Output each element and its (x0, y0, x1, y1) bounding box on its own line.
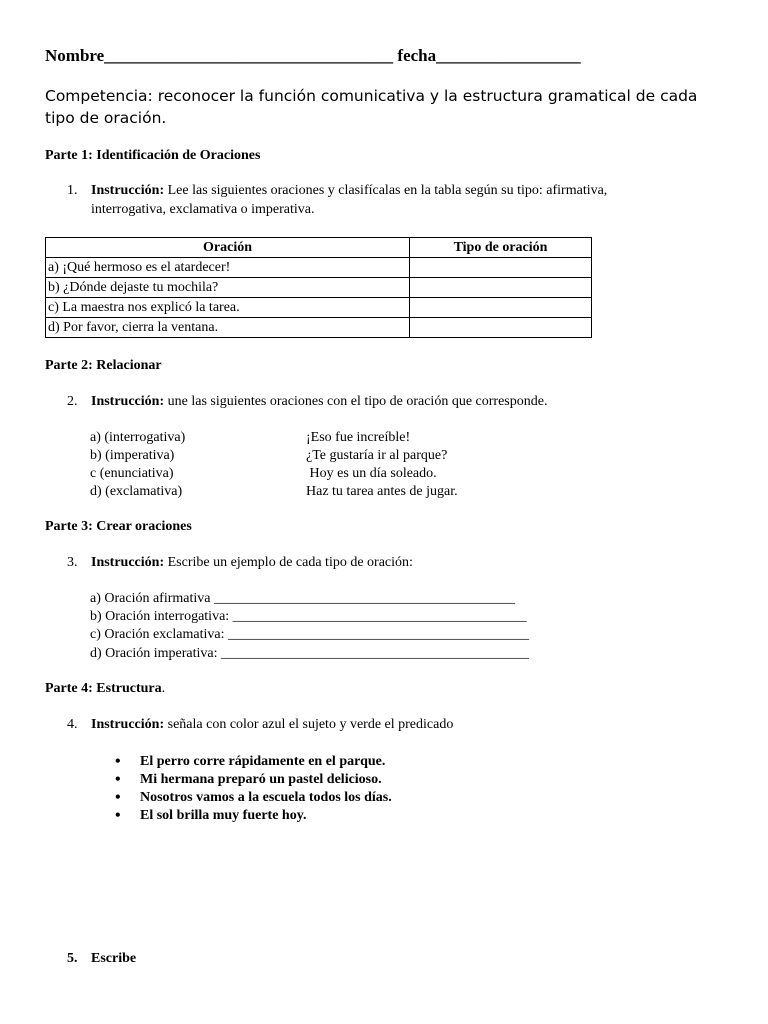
item-number: 5. (67, 951, 78, 966)
instruction-label: Instrucción: (91, 555, 165, 570)
header-tipo: Tipo de oración (410, 238, 592, 258)
item-number: 3. (67, 555, 78, 570)
match-left-3: c (enunciativa) (90, 466, 174, 481)
sentence-cell: d) Por favor, cierra la ventana. (46, 318, 410, 338)
parte2-title: Parte 2: Relacionar (45, 358, 162, 373)
instruction-text: une las siguientes oraciones con el tipo de oración que corresponde. (167, 394, 548, 409)
parte3-instruction (67, 555, 413, 571)
instruction-text: Escribe un ejemplo de cada tipo de oración: (167, 555, 413, 570)
instruction-label: Instrucción: (91, 183, 165, 198)
table-row (46, 258, 592, 278)
classification-table (45, 237, 592, 338)
parte1-instruction-cont: interrogativa, exclamativa o imperativa. (91, 202, 315, 217)
write-line-interrogativa[interactable]: b) Oración interrogativa: __________________________________________ (90, 609, 527, 624)
write-line-afirmativa[interactable]: a) Oración afirmativa ___________________________________________ (90, 591, 515, 606)
parte5-item (67, 951, 136, 967)
table-header-row (46, 238, 592, 258)
list-item: • El sol brilla muy fuerte hoy. (115, 807, 392, 825)
item-number: 2. (67, 394, 78, 409)
type-answer-cell[interactable] (410, 278, 592, 298)
sentence-cell: c) La maestra nos explicó la tarea. (46, 298, 410, 318)
name-date-line: Nombre__________________________________ fecha_________________ (45, 46, 581, 65)
list-item: • Mi hermana preparó un pastel delicioso. (115, 771, 392, 789)
match-right-3: Hoy es un día soleado. (306, 466, 437, 481)
list-item: • Nosotros vamos a la escuela todos los días. (115, 789, 392, 807)
type-answer-cell[interactable] (410, 318, 592, 338)
parte4-instruction (67, 717, 453, 733)
type-answer-cell[interactable] (410, 298, 592, 318)
parte1-title: Parte 1: Identificación de Oraciones (45, 148, 261, 163)
match-right-1: ¡Eso fue increíble! (306, 430, 411, 445)
item-number: 1. (67, 183, 78, 198)
instruction-label: Instrucción: (91, 717, 165, 732)
parte4-title-dot: . (161, 681, 166, 696)
parte1-instruction (67, 183, 607, 199)
item-number: 4. (67, 717, 78, 732)
match-left-4: d) (exclamativa) (90, 484, 183, 499)
table-row (46, 318, 592, 338)
match-right-4: Haz tu tarea antes de jugar. (306, 484, 458, 499)
instruction-label: Instrucción: (91, 394, 165, 409)
write-line-exclamativa[interactable]: c) Oración exclamativa: ___________________________________________ (90, 627, 529, 642)
match-left-2: b) (imperativa) (90, 448, 175, 463)
escribe-label: Escribe (91, 951, 137, 966)
match-left-1: a) (interrogativa) (90, 430, 186, 445)
sentence-cell: a) ¡Qué hermoso es el atardecer! (46, 258, 410, 278)
sentence-cell: b) ¿Dónde dejaste tu mochila? (46, 278, 410, 298)
list-item: • El perro corre rápidamente en el parque. (115, 753, 392, 771)
parte4-title (45, 681, 165, 697)
table-row (46, 278, 592, 298)
parte2-instruction (67, 394, 547, 410)
write-line-imperativa[interactable]: d) Oración imperativa: ____________________________________________ (90, 646, 530, 661)
instruction-text: Lee las siguientes oraciones y clasifícalas en la tabla según su tipo: afirmativa, (167, 183, 608, 198)
parte4-title-text: Parte 4: Estructura (45, 681, 162, 696)
type-answer-cell[interactable] (410, 258, 592, 278)
sentence-bullet-list (115, 753, 392, 825)
instruction-text: señala con color azul el sujeto y verde el predicado (164, 717, 454, 732)
table-row (46, 298, 592, 318)
parte3-title: Parte 3: Crear oraciones (45, 519, 192, 534)
competencia-text: Competencia: reconocer la función comunicativa y la estructura gramatical de cada tipo de oración. (45, 87, 698, 127)
match-right-2: ¿Te gustaría ir al parque? (306, 448, 448, 463)
header-oracion: Oración (46, 238, 410, 258)
